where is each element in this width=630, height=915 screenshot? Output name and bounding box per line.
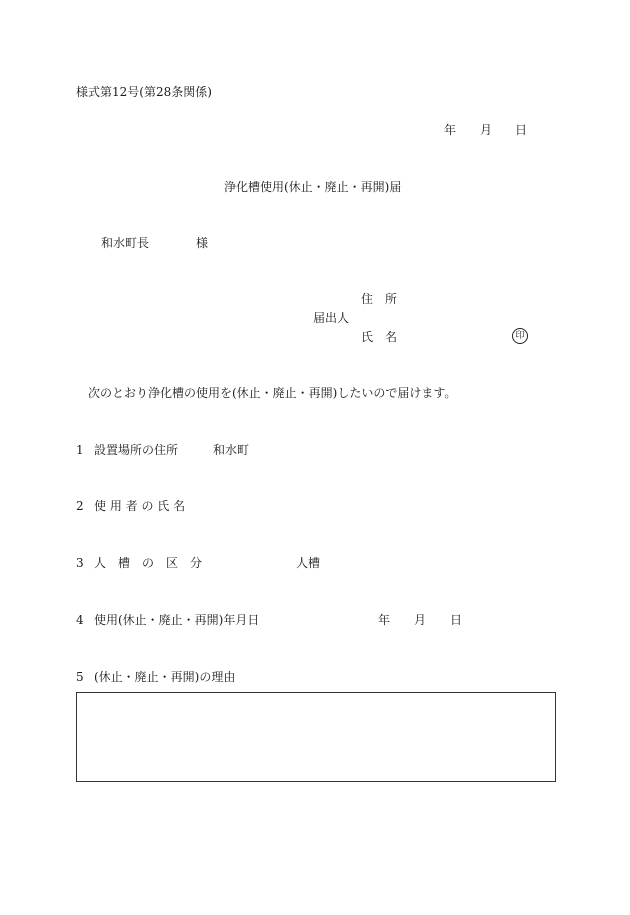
item-4-label: 使用(休止・廃止・再開)年月日: [94, 613, 260, 627]
date-day-label: 日: [515, 123, 528, 137]
item-5-label: (休止・廃止・再開)の理由: [94, 670, 236, 684]
item-1-label: 設置場所の住所: [94, 443, 179, 457]
item-2-number: 2: [76, 499, 84, 513]
addressee-honorific: 様: [196, 236, 209, 250]
seal-mark-icon: 印: [512, 328, 528, 344]
item-1-number: 1: [76, 443, 84, 457]
item-4-number: 4: [76, 613, 84, 627]
applicant-address-label: 住 所: [361, 292, 398, 306]
applicant-name-label: 氏 名: [361, 330, 398, 344]
item-3-value: 人槽: [296, 556, 321, 570]
addressee-name: 和水町長: [101, 236, 150, 250]
item-3-label: 人 槽 の 区 分: [94, 556, 203, 570]
item-4-day: 日: [450, 613, 463, 627]
item-5-number: 5: [76, 670, 84, 684]
applicant-role-label: 届出人: [313, 311, 350, 325]
date-month-label: 月: [480, 123, 493, 137]
item-2-label: 使 用 者 の 氏 名: [94, 499, 186, 513]
date-year-label: 年: [444, 123, 457, 137]
reason-textbox[interactable]: [76, 692, 556, 782]
document-title: 浄化槽使用(休止・廃止・再開)届: [224, 180, 402, 194]
form-number: 様式第12号(第28条関係): [76, 85, 212, 99]
item-1-value: 和水町: [213, 443, 250, 457]
item-4-month: 月: [414, 613, 427, 627]
item-4-year: 年: [378, 613, 391, 627]
statement-text: 次のとおり浄化槽の使用を(休止・廃止・再開)したいので届けます。: [88, 386, 457, 400]
item-3-number: 3: [76, 556, 84, 570]
